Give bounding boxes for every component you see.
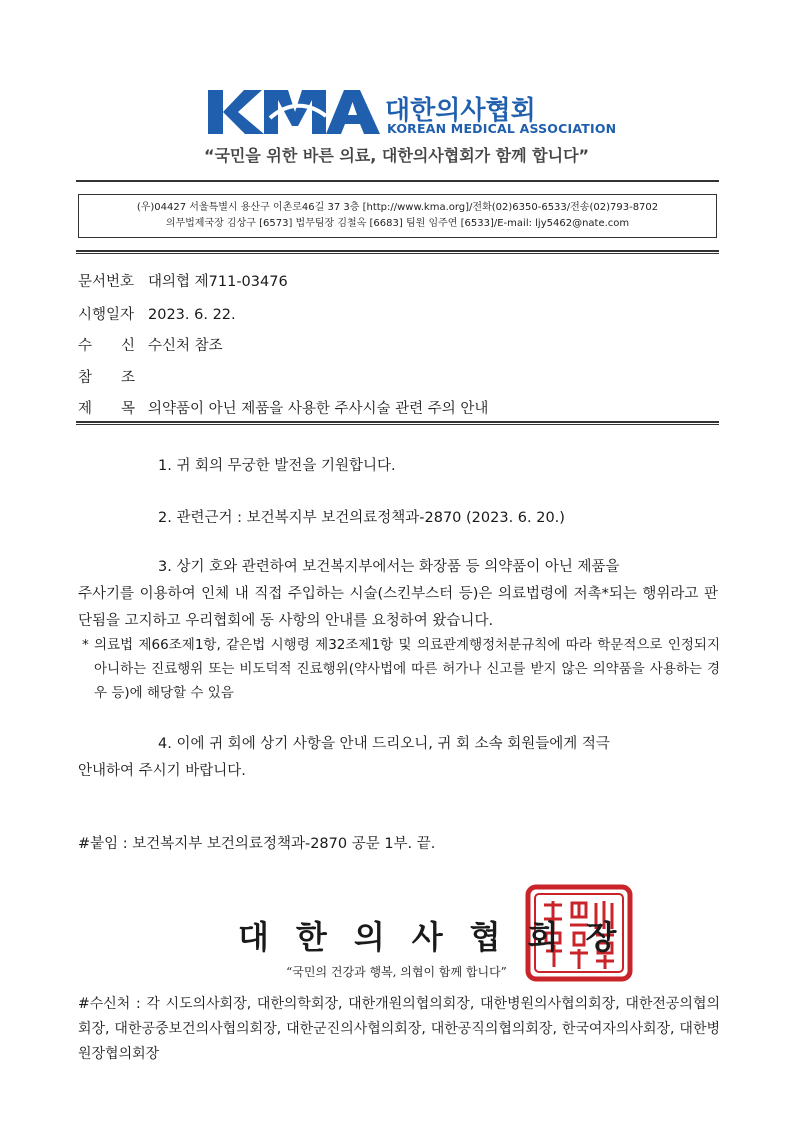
- cc-row: [78, 366, 148, 387]
- doc-number-label: 문서번호: [78, 274, 135, 290]
- org-name-korean: 대한의사협회: [385, 96, 536, 126]
- subject-row: [78, 397, 488, 418]
- attachment-line: #붙임 : 보건복지부 보건의료정책과-2870 공문 1부. 끝.: [78, 836, 436, 852]
- doc-number-value: 대의협 제711-03476: [148, 274, 288, 290]
- meta-divider: [76, 421, 719, 423]
- signature-slogan: “국민의 건강과 행복, 의협이 함께 합니다”: [286, 965, 507, 979]
- date-row: [78, 303, 236, 324]
- doc-number-row: [78, 270, 288, 291]
- date-label: 시행일자: [78, 307, 135, 323]
- org-name-english: KOREAN MEDICAL ASSOCIATION: [387, 121, 617, 136]
- header-slogan: “국민을 위한 바른 의료, 대한의사협회가 함께 합니다”: [203, 146, 590, 165]
- kma-logo-icon: [208, 88, 380, 136]
- date-value: 2023. 6. 22.: [148, 307, 236, 323]
- paragraph-3: 3. 상기 호와 관련하여 보건복지부에서는 화장품 등 의약품이 아닌 제품을 주사기를 이용하여 인체 내 직접 주입하는 시술(스킨부스터 등)은 의료법령에 저촉*되는 행위라고 판단됨을 고지하고 우리협회에 동 사항의 안내를 요청하여 왔습니다.: [78, 559, 718, 629]
- recipient-value: 수신처 참조: [148, 338, 223, 354]
- paragraph-1: 1. 귀 회의 무궁한 발전을 기원합니다.: [158, 458, 396, 474]
- address-box: [78, 194, 717, 238]
- recipients-list: #수신처 : 각 시도의사회장, 대한의학회장, 대한개원의협의회장, 대한병원의사협의회장, 대한전공의협의회장, 대한공중보건의사협의회장, 대한군진의사협의회장, 대한공직의협의회장, 한국여자의사회장, 대한병원장협의회장: [78, 996, 720, 1062]
- recipient-label: 수 신: [78, 338, 136, 354]
- subject-value: 의약품이 아닌 제품을 사용한 주사시술 관련 주의 안내: [148, 401, 489, 417]
- footnote-mark: *: [82, 637, 89, 653]
- top-divider: [76, 180, 719, 182]
- signer-name: 대한의사협회장: [238, 918, 644, 956]
- recipient-row: [78, 334, 223, 355]
- footnote: [78, 633, 720, 705]
- letterhead: [0, 88, 793, 178]
- meta-divider-thin: [76, 424, 719, 425]
- subject-label: 제 목: [78, 401, 136, 417]
- address-line-2: 의무법제국장 김상구 [6573] 법무팀장 김철옥 [6683] 팀원 임주연 [6533]/E-mail: ljy5462@nate.com: [165, 218, 630, 229]
- paragraph-2: 2. 관련근거 : 보건복지부 보건의료정책과-2870 (2023. 6. 20.): [158, 510, 565, 526]
- header-divider: [76, 250, 719, 252]
- header-divider-thin: [76, 253, 719, 254]
- address-line-1: (우)04427 서울특별시 용산구 이촌로46길 37 3층 [http://www.kma.org]/전화(02)6350-6533/전송(02)793-8702: [136, 202, 659, 213]
- footnote-text: 의료법 제66조제1항, 같은법 시행령 제32조제1항 및 의료관계행정처분규칙에 따라 학문적으로 인정되지 아니하는 진료행위 또는 비도덕적 진료행위(약사법에 따른 허가나 신고를 받지 않은 의약품을 사용하는 경우 등)에 해당할 수 있음: [94, 637, 720, 701]
- paragraph-4: 4. 이에 귀 회에 상기 사항을 안내 드리오니, 귀 회 소속 회원들에게 적극 안내하여 주시기 바랍니다.: [78, 736, 610, 779]
- cc-label: 참 조: [78, 370, 136, 386]
